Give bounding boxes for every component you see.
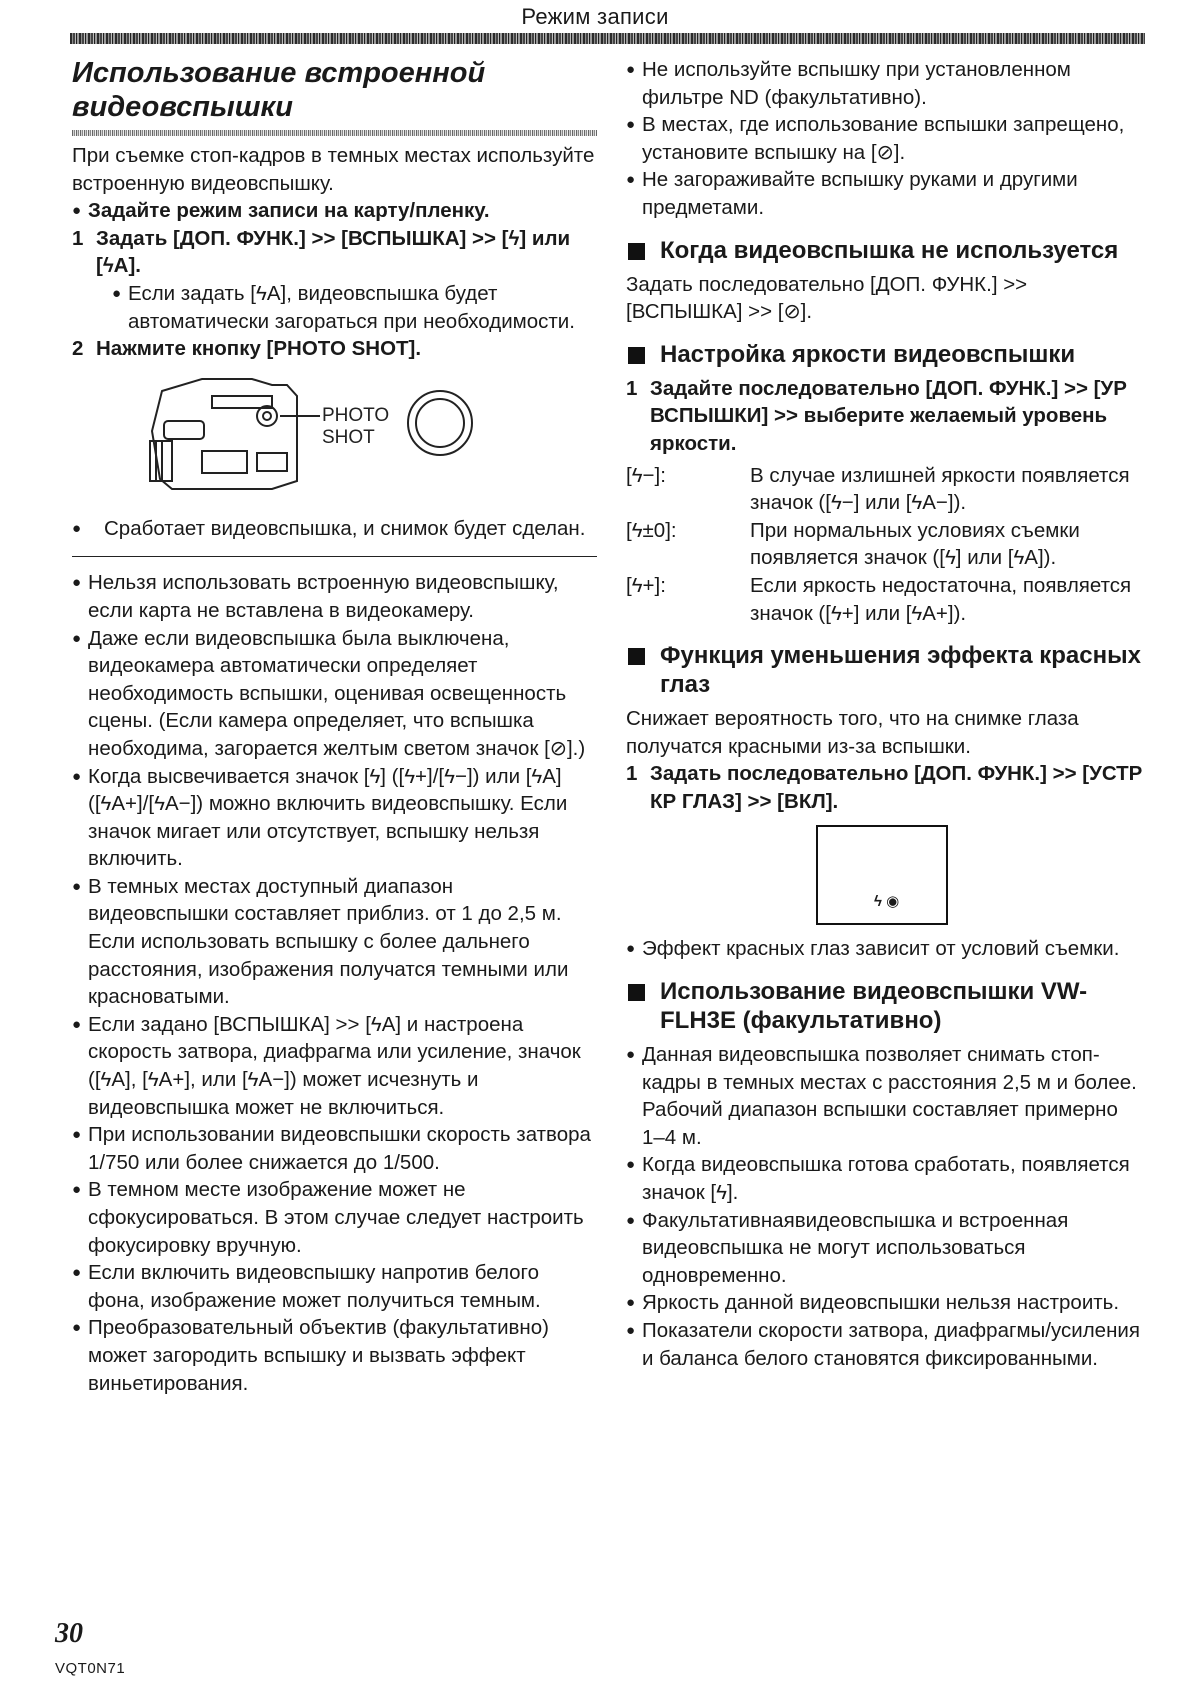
section-heading-text: Настройка яркости видеовспышки — [660, 340, 1076, 368]
note-item: ● Преобразовательный объектив (факультативно) может загородить вспышку и вызвать эффект виньетирования. — [72, 1314, 597, 1397]
step-2-text: Нажмите кнопку [PHOTO SHOT]. — [96, 337, 422, 361]
level-key: [ϟ+]: — [626, 573, 666, 597]
top-bullet: ● В местах, где использование вспышки запрещено, установите вспышку на [⊘]. — [626, 111, 1146, 166]
brightness-step-number: 1 — [626, 376, 638, 400]
section-heading-external-flash — [626, 977, 1146, 1035]
section-heading-red-eye — [626, 641, 1146, 699]
step-1-note: ● Если задать [ϟA], видеовспышка будет автоматически загораться при необходимости. — [72, 280, 597, 335]
red-eye-step-number: 1 — [626, 762, 638, 786]
step-1-text: Задать [ДОП. ФУНК.] >> [ВСПЫШКА] >> [ϟ] или [ϟA]. — [96, 226, 571, 278]
brightness-step-1 — [626, 375, 1146, 458]
note-item: ● При использовании видеовспышки скорость затвора 1/750 или более снижается до 1/500. — [72, 1121, 597, 1176]
left-column — [72, 56, 597, 1397]
step-2-number: 2 — [72, 337, 84, 361]
intro-text: При съемке стоп-кадров в темных местах используйте встроенную видеовспышку. — [72, 144, 595, 195]
flash-red-eye-icon: ϟ ◉ — [874, 892, 900, 910]
section-title-line2: видеовспышки — [72, 91, 293, 123]
after-figure-note: ● Сработает видеовспышка, и снимок будет сделан. — [72, 515, 597, 543]
heading-square-icon — [628, 347, 645, 364]
camcorder-drawing — [72, 371, 597, 511]
note-item: ● Если включить видеовспышку напротив белого фона, изображение может получиться темным. — [72, 1259, 597, 1314]
external-flash-note: ● Данная видеовспышка позволяет снимать стоп-кадры в темных местах с расстояния 2,5 м и более. Рабочий диапазон вспышки составляет примерно 1–4 м. — [626, 1041, 1146, 1151]
set-mode-instruction: ● Задайте режим записи на карту/пленку. — [72, 197, 597, 225]
header-decorative-band — [70, 33, 1145, 44]
red-eye-step-text: Задать последовательно [ДОП. ФУНК.] >> [УСТР КР ГЛАЗ] >> [ВКЛ]. — [650, 762, 1143, 813]
level-desc: При нормальных условиях съемки появляется значок ([ϟ] или [ϟA]). — [750, 518, 1080, 570]
section-heading-brightness — [626, 340, 1146, 369]
note-item: ● Нельзя использовать встроенную видеовспышку, если карта не вставлена в видеокамеру. — [72, 569, 597, 624]
external-flash-note: ● Когда видеовспышка готова сработать, появляется значок [ϟ]. — [626, 1151, 1146, 1206]
heading-square-icon — [628, 984, 645, 1001]
flash-off-text: Задать последовательно [ДОП. ФУНК.] >> [ВСПЫШКА] >> [⊘]. — [626, 272, 1028, 324]
lcd-screen-illustration — [816, 825, 948, 925]
note-item: ● Даже если видеовспышка была выключена, видеокамера автоматически определяет необходимость вспышки, оценивая освещенность сцены. (Если камера определяет, что вспышка необходима, загорается желтым светом значок [⊘].) — [72, 625, 597, 763]
external-flash-note: ● Факультативнаявидеовспышка и встроенная видеовспышка не могут использоваться одновременно. — [626, 1207, 1146, 1290]
level-row — [626, 462, 1146, 517]
section-heading-text: Функция уменьшения эффекта красных глаз — [660, 642, 1141, 699]
note-item: ● Если задано [ВСПЫШКА] >> [ϟA] и настроена скорость затвора, диафрагма или усиление, значок ([ϟA], [ϟA+], или [ϟA−]) может исчезнуть и видеовспышка может не включиться. — [72, 1011, 597, 1121]
brightness-step-text: Задайте последовательно [ДОП. ФУНК.] >> [УР ВСПЫШКИ] >> выберите желаемый уровень яркости. — [650, 376, 1127, 455]
right-column — [626, 56, 1146, 1372]
note-item: ● В темном месте изображение может не сфокусироваться. В этом случае следует настроить фокусировку вручную. — [72, 1176, 597, 1259]
section-heading-text: Когда видеовспышка не используется — [660, 236, 1119, 264]
level-desc: Если яркость недостаточна, появляется значок ([ϟ+] или [ϟA+]). — [750, 573, 1132, 625]
title-underline — [72, 130, 597, 136]
photo-label: PHOTO — [322, 404, 390, 426]
level-row — [626, 517, 1146, 572]
external-flash-note: ● Показатели скорости затвора, диафрагмы/усиления и баланса белого становятся фиксированными. — [626, 1317, 1146, 1372]
divider — [72, 556, 597, 557]
level-desc: В случае излишней яркости появляется значок ([ϟ−] или [ϟA−]). — [750, 463, 1130, 515]
page-number: 30 — [55, 1618, 83, 1649]
heading-square-icon — [628, 648, 645, 665]
step-1 — [72, 225, 597, 280]
red-eye-text: Снижает вероятность того, что на снимке глаза получатся красными из-за вспышки. — [626, 707, 1079, 758]
brightness-levels — [626, 462, 1146, 628]
note-item: ● Когда высвечивается значок [ϟ] ([ϟ+]/[ϟ−]) или [ϟA] ([ϟA+]/[ϟA−]) можно включить видеовспышку. Если значок мигает или отсутствует, вспышку нельзя включить. — [72, 763, 597, 873]
level-key: [ϟ±0]: — [626, 518, 677, 542]
heading-square-icon — [628, 243, 645, 260]
external-flash-note: ● Яркость данной видеовспышки нельзя настроить. — [626, 1289, 1146, 1317]
step-2 — [72, 335, 597, 363]
step-1-number: 1 — [72, 226, 84, 250]
red-eye-step-1 — [626, 760, 1146, 815]
document-code: VQT0N71 — [55, 1660, 126, 1677]
top-bullet: ● Не загораживайте вспышку руками и другими предметами. — [626, 166, 1146, 221]
top-bullet: ● Не используйте вспышку при установленном фильтре ND (факультативно). — [626, 56, 1146, 111]
shot-label: SHOT — [322, 426, 375, 448]
page-header-title: Режим записи — [521, 4, 669, 29]
section-title — [72, 56, 597, 124]
section-heading-text: Использование видеовспышки VW-FLH3E (факультативно) — [660, 978, 1088, 1035]
level-key: [ϟ−]: — [626, 463, 666, 487]
note-item: ● В темных местах доступный диапазон видеовспышки составляет приблиз. от 1 до 2,5 м. Если использовать вспышку с более дальнего расстояния, изображения получатся темными или красноватыми. — [72, 873, 597, 1011]
level-row — [626, 572, 1146, 627]
section-title-line1: Использование встроенной — [72, 57, 486, 89]
camera-illustration — [72, 371, 597, 511]
section-heading-flash-off — [626, 236, 1146, 265]
red-eye-note: ● Эффект красных глаз зависит от условий съемки. — [626, 935, 1146, 963]
